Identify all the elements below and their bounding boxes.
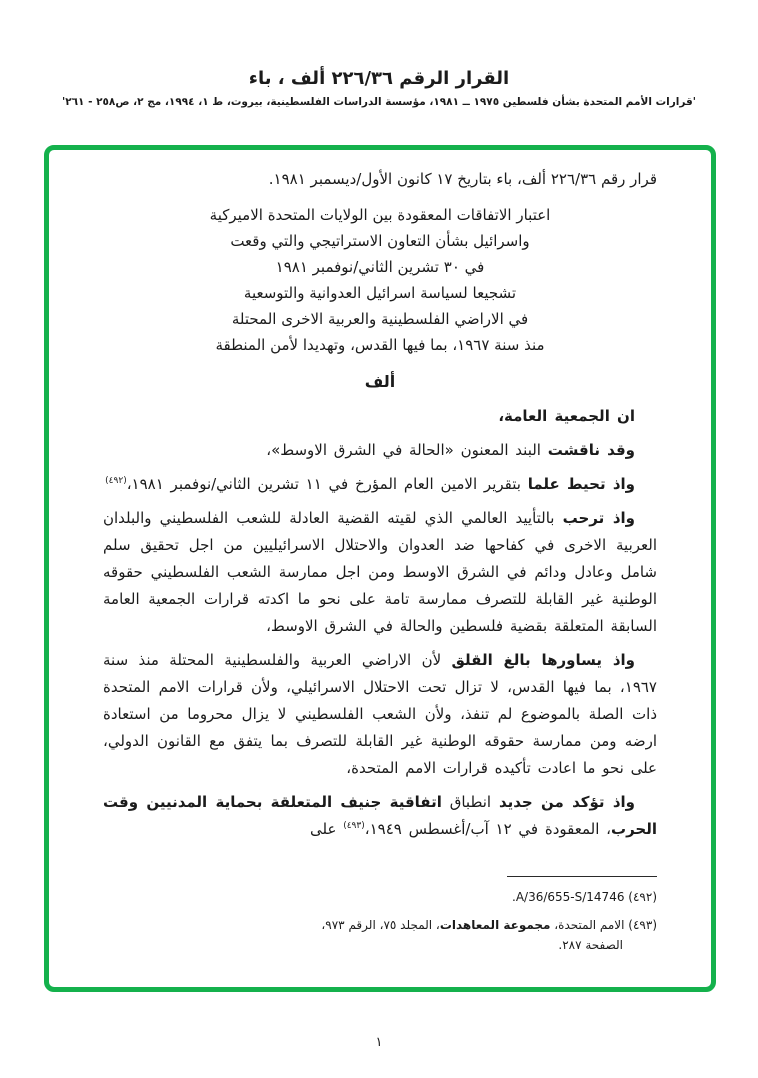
resolution-date-line: قرار رقم ٢٢٦/٣٦ ألف، باء بتاريخ ١٧ كانون الأول/ديسمبر ١٩٨١.: [268, 170, 657, 188]
document-title: القرار الرقم ٢٢٦/٣٦ ألف ، باء: [248, 68, 510, 89]
text-run: لأن الاراضي العربية والفلسطينية المحتلة منذ سنة ١٩٦٧، بما فيها القدس، لا تزال تحت الاحتلال الاسرائيلي، ولأن قرارات الامم المتحدة ذات الصلة بالموضوع لم تنفذ، ولأن الشعب الفلسطيني لا يزال محروما من استعادة ارضه ومن ممارسة حقوقه الوطنية غير القابلة للتصرف بما يتفق مع القانون الدولي، على نحو ما اعادت تأكيده قرارات الامم المتحدة،: [103, 651, 657, 777]
resolution-box: [44, 145, 716, 992]
text-run: على: [310, 820, 344, 838]
resolution-title: [103, 202, 657, 358]
emphasis-run: اتفاقية جنيف المتعلقة بحماية المدنيين وقت الحرب: [103, 793, 657, 838]
text-run: بتقرير الامين العام المؤرخ في ١١ تشرين الثاني/نوفمبر ١٩٨١،: [126, 475, 528, 493]
emphasis-run: وقد ناقشت: [547, 441, 635, 459]
source-citation: 'قرارات الأمم المتحدة بشأن فلسطين ١٩٧٥ ــ ١٩٨١، مؤسسة الدراسات الفلسطينية، بيروت، ط ١، ١٩٩٤، مج ٢، ص٢٥٨ - ٢٦١': [61, 96, 697, 108]
footnote-ref: (٤٩٢): [105, 476, 127, 486]
emphasis-run: ان الجمعية العامة،: [498, 407, 635, 425]
section-label: ألف: [364, 372, 396, 391]
footnote: [301, 887, 657, 907]
footnote-list: [301, 887, 657, 955]
text-run: ، المعقودة في ١٢ آب/أغسطس ١٩٤٩،: [364, 820, 611, 838]
footnote-ref: (٤٩٣): [343, 821, 365, 831]
page-number: ١: [375, 1035, 383, 1050]
emphasis-run: واذ تحيط علما: [527, 475, 635, 493]
text-run: (٤٩٣) الامم المتحدة،: [550, 918, 657, 932]
emphasis-run: واذ يساورها بالغ القلق: [451, 651, 635, 669]
footnote: [301, 915, 657, 955]
text-run: بالتأييد العالمي الذي لقيته القضية العادلة للشعب الفلسطيني والبلدان العربية الاخرى في كفاحها ضد العدوان والاحتلال الاسرائيليين من اجل تحقيق سلم شامل وعادل ودائم في الشرق الاوسط ومن اجل ممارسة الشعب الفلسطيني حقوقه الوطنية غير القابلة للتصرف ممارسة تامة على نحو ما اكدته قرارات الجمعية العامة السابقة المتعلقة بقضية فلسطين والحالة في الشرق الاوسط،: [103, 509, 657, 635]
text-run: انطباق: [441, 793, 499, 811]
text-run: ، المجلد ٧٥، الرقم ٩٧٣، الصفحة ٢٨٧.: [321, 918, 623, 952]
body-paragraph: [103, 403, 657, 430]
resolution-title-line: تشجيعا لسياسة اسرائيل العدوانية والتوسعية: [243, 284, 517, 302]
body-paragraph: [103, 789, 657, 843]
body-paragraph: [103, 647, 657, 782]
body-paragraph: [103, 505, 657, 640]
resolution-title-line: واسرائيل بشأن التعاون الاستراتيجي والتي وقعت: [230, 232, 530, 250]
footnotes: [301, 876, 657, 963]
emphasis-run: واذ ترحب: [562, 509, 635, 527]
resolution-title-line: منذ سنة ١٩٦٧، بما فيها القدس، وتهديدا لأمن المنطقة: [215, 336, 545, 354]
text-run: البند المعنون «الحالة في الشرق الاوسط»،: [266, 441, 548, 459]
resolution-title-line: اعتبار الاتفاقات المعقودة بين الولايات المتحدة الاميركية: [209, 206, 551, 224]
resolution-title-line: في الاراضي الفلسطينية والعربية الاخرى المحتلة: [231, 310, 529, 328]
emphasis-run: واذ تؤكد من جديد: [498, 793, 636, 811]
footnote-separator: [507, 876, 657, 877]
text-run: (٤٩٢) A/36/655-S/14746.: [512, 890, 657, 904]
body-paragraph: [103, 471, 657, 498]
document-header: [0, 0, 758, 108]
emphasis-run: مجموعة المعاهدات: [439, 918, 551, 932]
resolution-body: [103, 403, 657, 850]
resolution-title-line: في ٣٠ تشرين الثاني/نوفمبر ١٩٨١: [275, 258, 485, 276]
body-paragraph: [103, 437, 657, 464]
